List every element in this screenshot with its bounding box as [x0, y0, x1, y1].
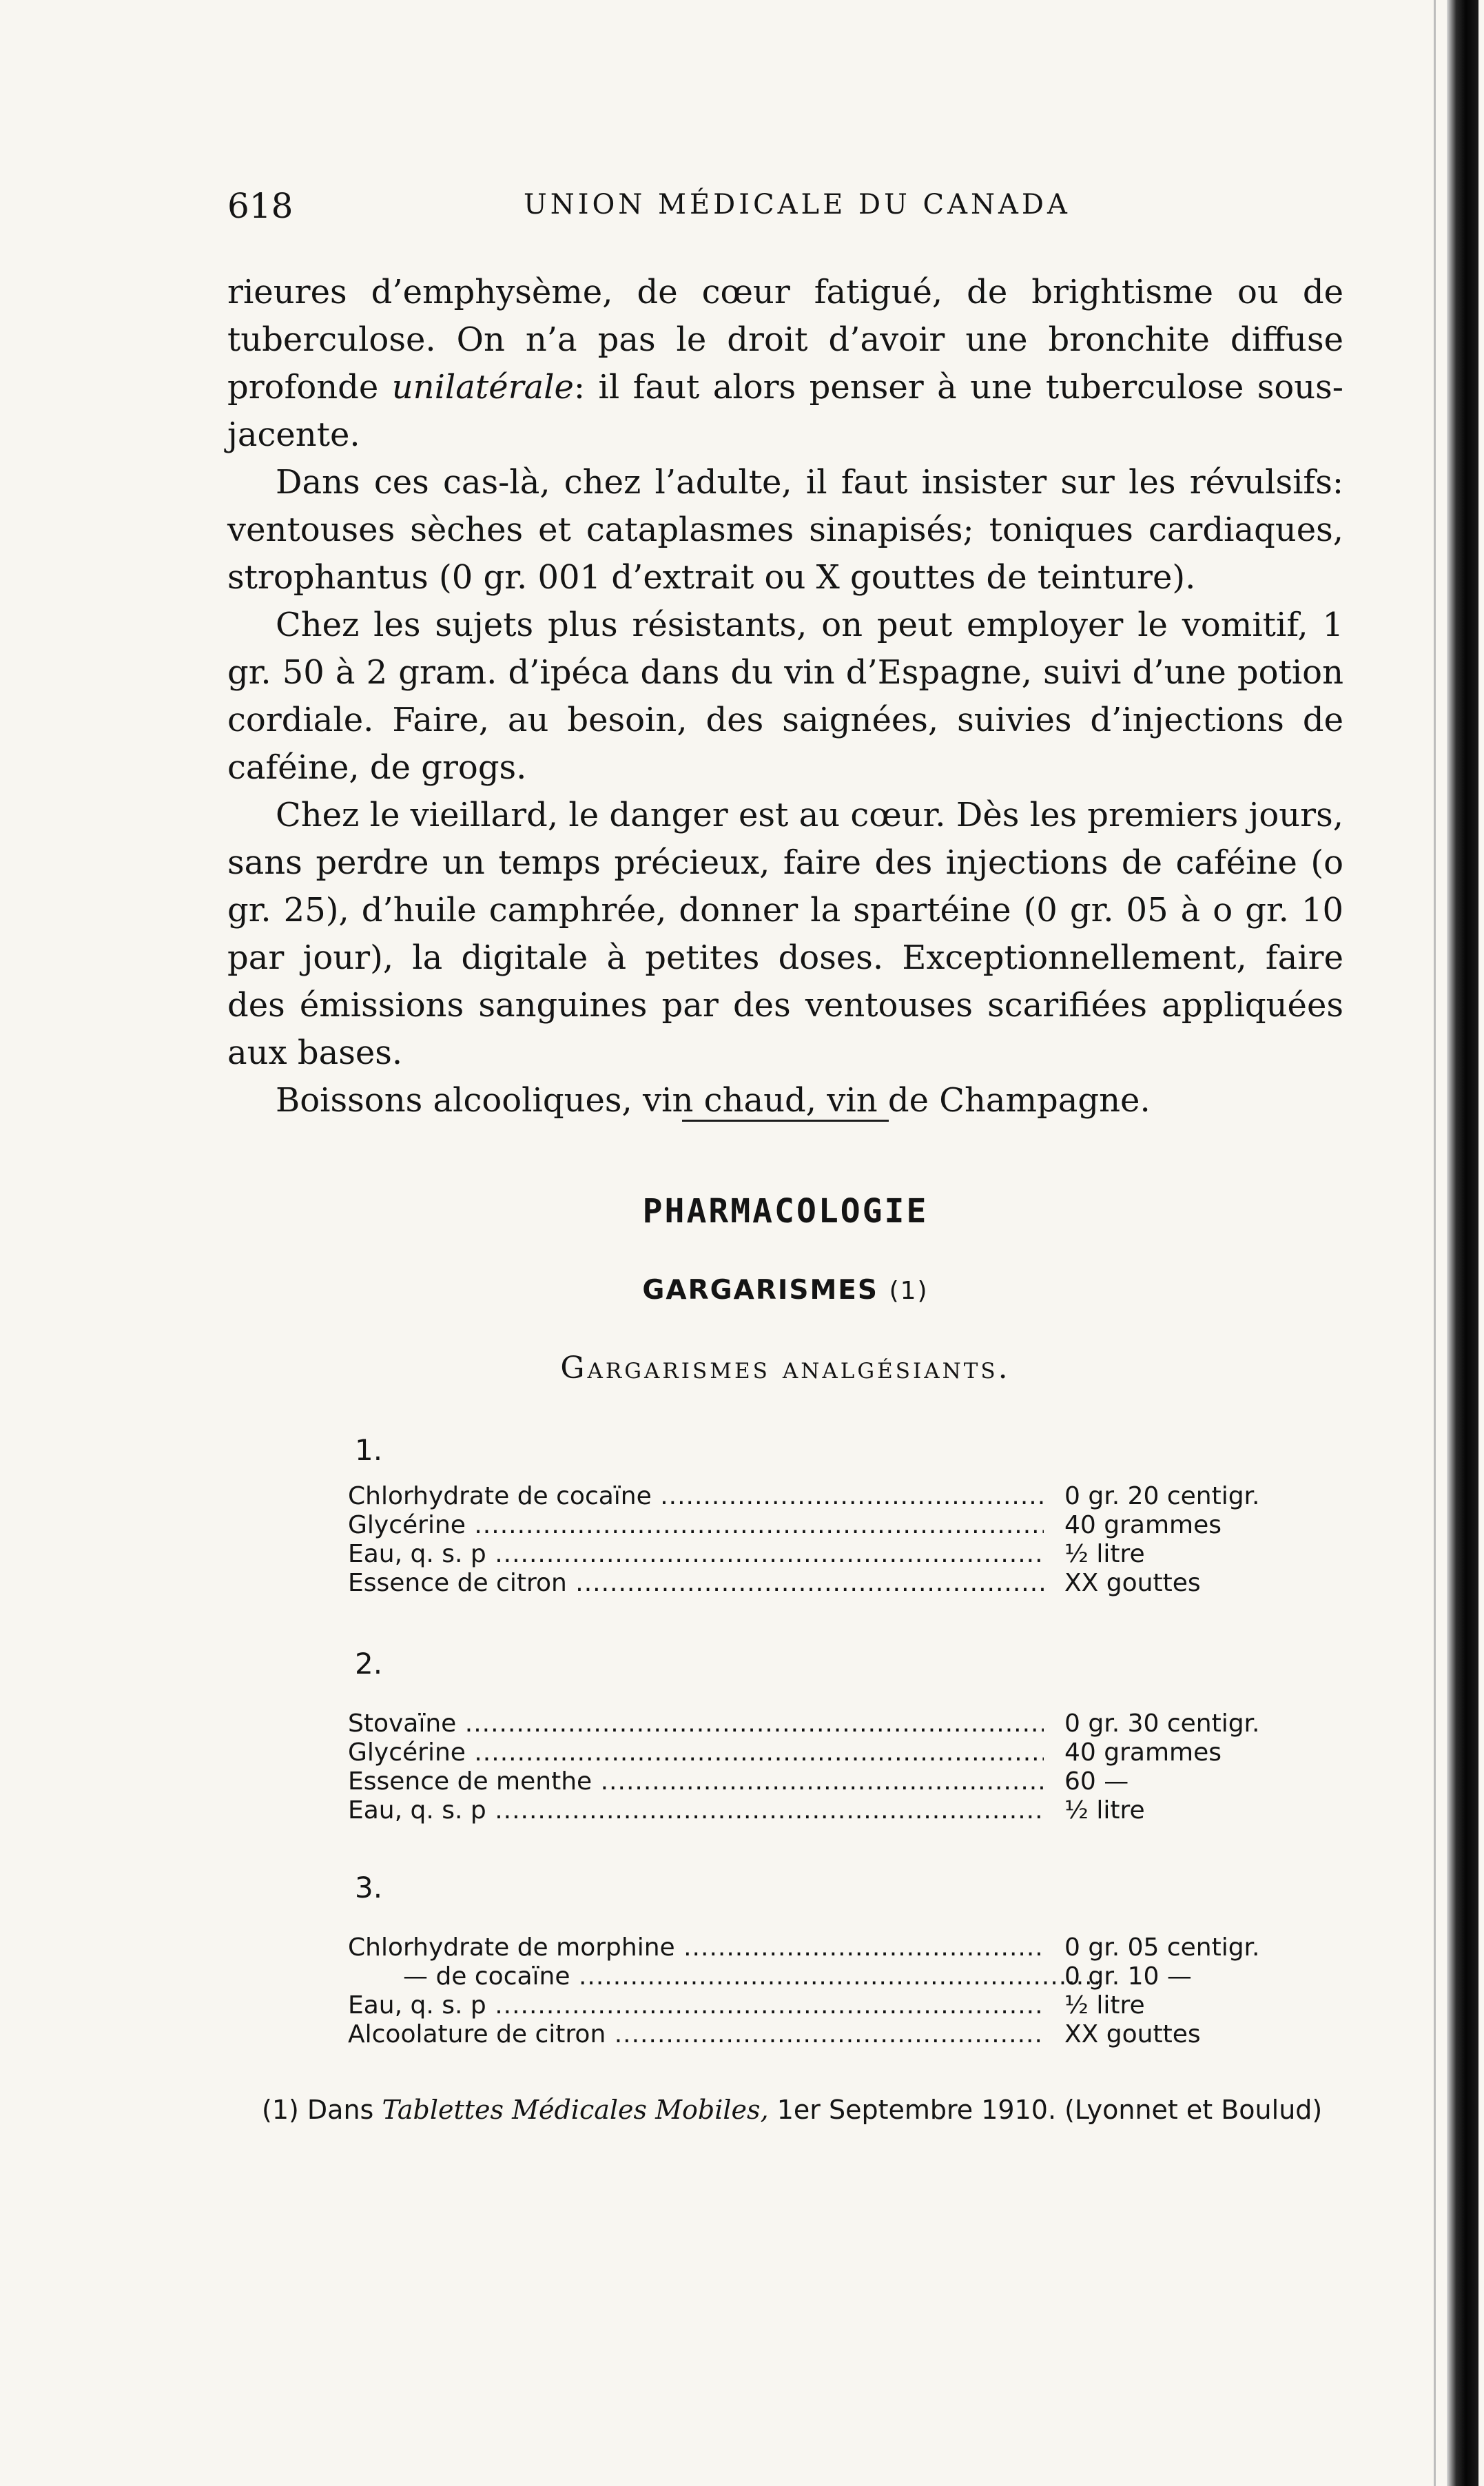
recipe-line — [348, 1933, 1326, 1963]
running-title: UNION MÉDICALE DU CANADA — [524, 189, 1071, 220]
recipe-line — [348, 1709, 1326, 1739]
ingredient-quantity: 40 grammes — [1064, 1738, 1222, 1767]
page-number: 618 — [227, 186, 293, 226]
ingredient-name: Essence de menthe ..... — [348, 1767, 1044, 1797]
recipe-line — [348, 1510, 1326, 1541]
ingredient-quantity: 0 gr. 05 centigr. — [1064, 1933, 1260, 1962]
book-spine-shadow — [1447, 0, 1478, 2486]
recipe-line — [348, 1738, 1326, 1768]
ingredient-quantity: 60 — — [1064, 1767, 1129, 1796]
recipe-line — [348, 1568, 1326, 1599]
section-subtitle: GARGARISMES (1) — [642, 1275, 929, 1306]
recipe-group-heading: Gargarismes analgésiants. — [560, 1350, 1011, 1386]
paragraph: rieures d’emphysème, de cœur fatigué, de brightisme ou de tuberculose. On n’a pas le droit d’avoir une bronchite diffuse profonde unilatérale: il faut alors penser à une tuberculose sous-jacente. — [227, 273, 1344, 454]
recipe-number: 1. — [355, 1433, 383, 1467]
footnote-details: 1er Septembre 1910. (Lyonnet et Boulud) — [776, 2095, 1323, 2125]
ingredient-quantity: ½ litre — [1064, 1796, 1145, 1825]
paragraph: Chez les sujets plus résistants, on peut employer le vomitif, 1 gr. 50 à 2 gram. d’ipéca dans du vin d’Espagne, suivi d’une potion cordiale. Faire, au besoin, des saignées, suivies d’injections de caféine, de grogs. — [227, 606, 1343, 787]
ingredient-quantity: 0 gr. 30 centigr. — [1064, 1709, 1260, 1738]
ingredient-quantity: 0 gr. 20 centigr. — [1064, 1482, 1260, 1510]
recipe-line — [348, 1481, 1326, 1512]
footnote-source: Tablettes Médicales Mobiles, — [382, 2095, 769, 2125]
ingredient-quantity: XX gouttes — [1064, 2020, 1201, 2048]
ingredient-name: Chlorhydrate de cocaïne ..... — [348, 1481, 1044, 1512]
ingredient-name: Glycérine ..... — [348, 1738, 1044, 1768]
paragraph: Chez le vieillard, le danger est au cœur. Dès les premiers jours, sans perdre un temps précieux, faire des injections de caféine (o gr. 25), d’huile camphrée, donner la spartéine (0 gr. 05 à o gr. 10 par jour), la digitale à petites doses. Exceptionnellement, faire des émissions sanguines par des ventouses scarifiées appliquées aux bases. — [227, 796, 1343, 1072]
ingredient-quantity: 0 gr. 10 — — [1064, 1962, 1192, 1991]
footnote-marker: (1) — [262, 2095, 299, 2125]
ingredient-name: Essence de citron ..... — [348, 1568, 1044, 1599]
page-header — [227, 186, 1357, 227]
recipe-line — [348, 1539, 1326, 1570]
ingredient-quantity: ½ litre — [1064, 1540, 1145, 1568]
ingredient-name: — de cocaïne ..... — [348, 1962, 1099, 1992]
article-body — [227, 269, 1343, 1124]
recipe-line — [348, 2020, 1326, 2050]
recipe-number: 2. — [355, 1647, 383, 1681]
paragraph: Boissons alcooliques, vin chaud, vin de Champagne. — [276, 1081, 1151, 1120]
paragraph: Dans ces cas-là, chez l’adulte, il faut insister sur les révulsifs: ventouses sèches et cataplasmes sinapisés; toniques cardiaques, strophantus (0 gr. 001 d’extrait ou X gouttes de teinture). — [227, 463, 1343, 597]
emphasis-text: unilatérale — [391, 368, 574, 407]
ingredient-name: Eau, q. s. p ..... — [348, 1539, 1044, 1570]
ingredient-name: Glycérine ..... — [348, 1510, 1044, 1541]
section-divider — [682, 1120, 889, 1122]
page-edge-line — [1434, 0, 1436, 2486]
ingredient-quantity: XX gouttes — [1064, 1569, 1201, 1597]
ingredient-quantity: ½ litre — [1064, 1991, 1145, 2020]
recipe-number: 3. — [355, 1871, 383, 1904]
recipe-line — [348, 1962, 1326, 1992]
footnote-lead: Dans — [307, 2095, 374, 2125]
recipe-line — [348, 1991, 1326, 2021]
recipe-line — [348, 1767, 1326, 1797]
ingredient-name: Stovaïne ..... — [348, 1709, 1044, 1739]
footnote — [262, 2095, 1364, 2125]
ingredient-name: Eau, q. s. p ..... — [348, 1796, 1044, 1826]
section-title: PHARMACOLOGIE — [642, 1192, 929, 1231]
recipe-line — [348, 1796, 1326, 1826]
ingredient-quantity: 40 grammes — [1064, 1511, 1222, 1539]
ingredient-name: Chlorhydrate de morphine ..... — [348, 1933, 1044, 1963]
ingredient-name: Alcoolature de citron ..... — [348, 2020, 1044, 2050]
footnote-marker: (1) — [889, 1277, 929, 1305]
ingredient-name: Eau, q. s. p ..... — [348, 1991, 1044, 2021]
